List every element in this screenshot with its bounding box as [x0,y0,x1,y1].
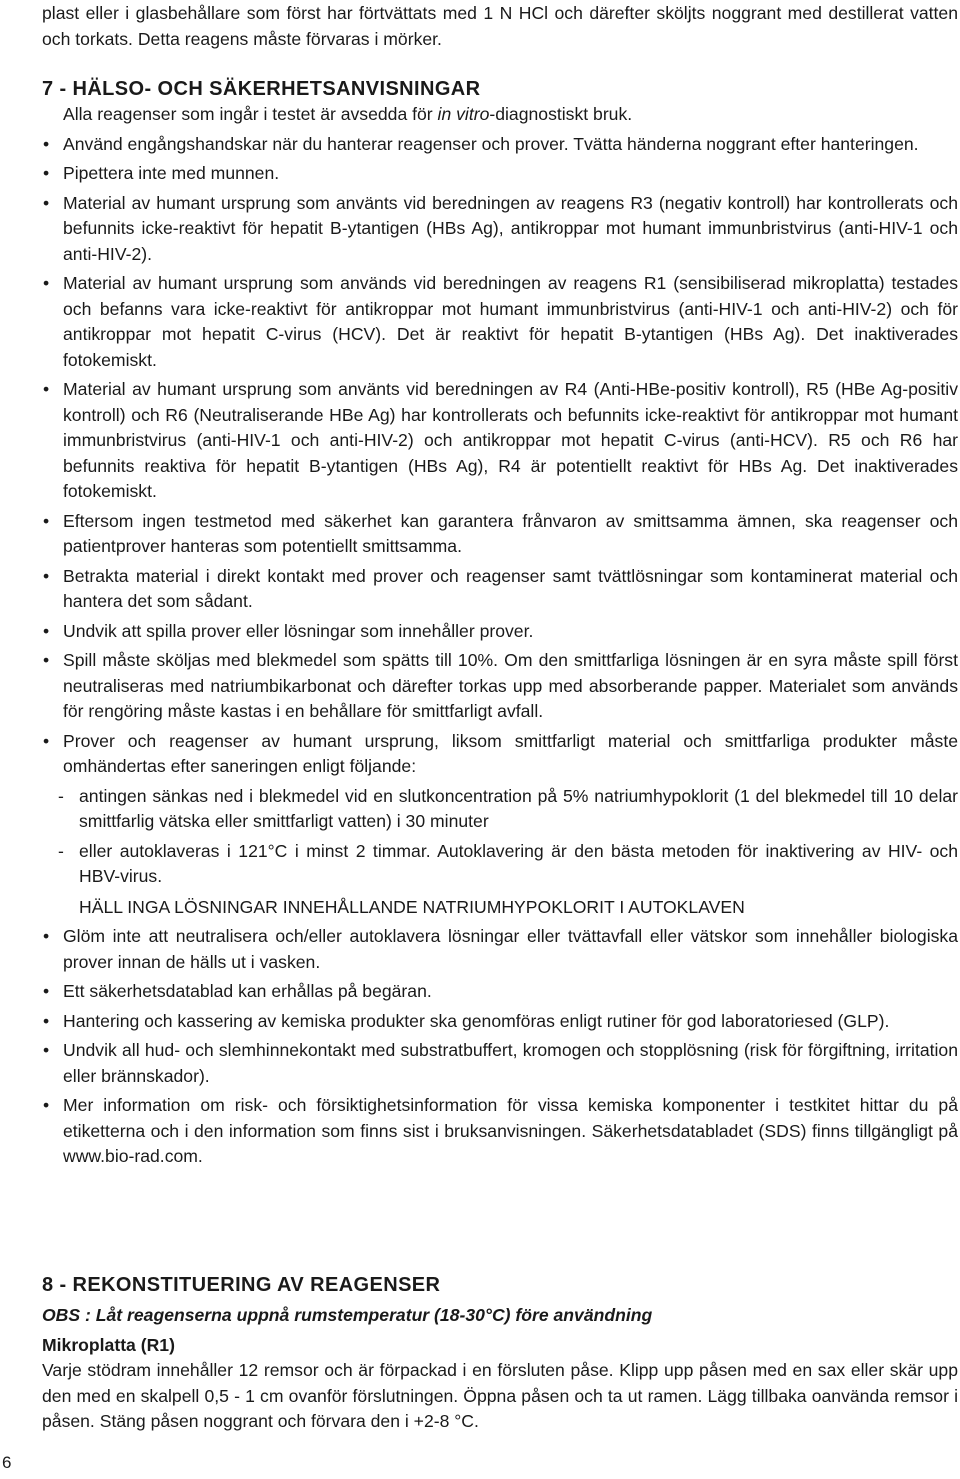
bullet-item-text: Prover och reagenser av humant ursprung, liksom smittfarligt material och smittfarliga produkter måste omhändertas efter saneringen enligt följande: [63,730,958,776]
safety-bullet-list-continued [42,924,958,1170]
bullet-marker: • [43,650,50,670]
bullet-item-text: Ett säkerhetsdatablad kan erhållas på begäran. [63,981,432,1001]
dash-item-text: antingen sänkas ned i blekmedel vid en slutkoncentration på 5% natriumhypoklorit (1 del blekmedel till 10 delar smittfarlig vätska eller smittfarligt vatten) i 30 minuter [79,785,958,831]
bullet-item-text: Eftersom ingen testmetod med säkerhet kan garantera frånvaron av smittsamma ämnen, ska reagenser och patientprover hanteras som potentiellt smittsamma. [63,510,958,556]
bullet-marker: • [43,273,50,293]
bullet-marker: • [43,379,50,399]
bullet-item [42,271,958,373]
dash-item-text: eller autoklaveras i 121°C i minst 2 timmar. Autoklavering är den bästa metoden för inaktivering av HIV- och HBV-virus. [79,840,958,886]
bullet-item [42,1038,958,1089]
bullet-item-text: Betrakta material i direkt kontakt med prover och reagenser samt tvättlösningar som kontaminerat material och hantera det som sådant. [63,565,958,611]
bullet-item-text: Material av humant ursprung som använts vid beredningen av reagens R3 (negativ kontroll) har kontrollerats och befunnits icke-reaktivt för hepatit B-ytantigen (HBs Ag), antikroppar mot humant immunbristvirus (anti-HIV-1 och anti-HIV-2). [63,192,958,264]
microplate-paragraph: Varje stödram innehåller 12 remsor och är förpackad i en försluten påse. Klipp upp påsen med en sax eller skär upp den med en skalpell 0,5 - 1 cm ovanför förslutningen. Öppna påsen och ta ut ramen. Lägg tillbaka oanvända remsor i påsen. Stäng påsen noggrant och förvara den i +2-8 °C. [42,1360,958,1431]
autoclave-warning: HÄLL INGA LÖSNINGAR INNEHÅLLANDE NATRIUMHYPOKLORIT I AUTOKLAVEN [79,896,745,917]
section-8 [42,1272,958,1435]
bullet-item-text: Mer information om risk- och försiktighetsinformation för vissa kemiska komponenter i testkitet hittar du på etiketterna och i den information som finns sist i bruksanvisningen. Säkerhetsdatabladet (SDS) finns tillgängligt på www.bio-rad.com. [63,1095,958,1166]
bullet-item [42,132,958,158]
bullet-item [42,1093,958,1170]
bullet-item-text: Hantering och kassering av kemiska produkter ska genomföras enligt rutiner för god laboratoriesed (GLP). [63,1010,890,1031]
bullet-marker: • [43,510,50,531]
dash-marker: - [58,785,64,806]
bullet-item-text: Undvik all hud- och slemhinnekontakt med substratbuffert, kromogen och stopplösning (risk för förgiftning, irritation eller brännskador). [63,1040,958,1086]
bullet-item [42,648,958,725]
dash-item [42,839,958,890]
bullet-item-text: Använd engångshandskar när du hanterar reagenser och prover. Tvätta händerna noggrant efter hanteringen. [63,133,919,154]
microplate-subheading: Mikroplatta (R1) [42,1335,175,1355]
bullet-item [42,564,958,615]
bullet-marker: • [43,133,50,154]
bullet-item [42,924,958,975]
bullet-marker: • [43,1010,50,1031]
dash-item [42,784,958,835]
bullet-item [42,161,958,187]
section-7-intro: Alla reagenser som ingår i testet är avsedda för in vitro-diagnostiskt bruk. [63,104,633,124]
bullet-item-text: Pipettera inte med munnen. [63,163,280,183]
bullet-item [42,729,958,780]
bullet-marker: • [43,163,50,183]
bullet-item-text: Material av humant ursprung som använts vid beredningen av R4 (Anti-HBe-positiv kontroll), R5 (HBe Ag-positiv kontroll) och R6 (Neutraliserande HBe Ag) har kontrollerats och befunnits icke-reaktivt för antikroppar mot humant immunbristvirus (anti-HIV-1 och anti-HIV-2) och antikroppar mot hepatit C-virus (anti-HCV). R5 och R6 har befunnits reaktiva för hepatit B-ytantigen (HBs Ag), R4 är potentiellt reaktivt för HBs Ag. Det inaktiverades fotokemiskt. [63,379,958,501]
section-7-heading: 7 - HÄLSO- OCH SÄKERHETSANVISNINGAR [42,78,481,100]
obs-note: OBS : Låt reagenserna uppnå rumstemperatur (18-30°C) före användning [42,1305,653,1325]
bullet-marker: • [43,1040,50,1060]
bullet-marker: • [43,192,50,213]
continued-paragraph: plast eller i glasbehållare som först har förtvättats med 1 N HCl och därefter sköljts noggrant med destillerat vatten och torkats. Detta reagens måste förvaras i mörker. [42,3,958,49]
safety-bullet-list [42,132,958,780]
bullet-item [42,619,958,645]
bullet-item [42,377,958,505]
bullet-marker: • [43,565,50,586]
bullet-item [42,509,958,560]
section-7 [42,76,958,1170]
dash-marker: - [58,840,64,861]
bullet-item [42,1009,958,1035]
bullet-item-text: Spill måste sköljas med blekmedel som spätts till 10%. Om den smittfarliga lösningen är en syra måste spill först neutraliseras med natriumbikarbonat och därefter torkas upp med absorberande papper. Materialet som används för rengöring måste kastas i en behållare för smittfarligt avfall. [63,650,958,721]
bullet-marker: • [43,620,50,641]
disposal-dash-list [42,784,958,890]
bullet-item-text: Material av humant ursprung som används vid beredningen av reagens R1 (sensibiliserad mikroplatta) testades och befanns vara icke-reaktivt för antikroppar mot humant immunbristvirus (anti-HIV-1 och anti-HIV-2) och för antikroppar mot hepatit C-virus (HCV). Det är reaktivt för hepatit B-ytantigen (HBs Ag). Det inaktiverades fotokemiskt. [63,273,958,370]
bullet-marker: • [43,926,50,946]
section-8-heading: 8 - REKONSTITUERING AV REAGENSER [42,1274,441,1296]
bullet-item [42,191,958,268]
bullet-item-text: Undvik att spilla prover eller lösningar som innehåller prover. [63,620,534,641]
bullet-marker: • [43,981,50,1001]
bullet-item [42,979,958,1005]
bullet-marker: • [43,730,50,751]
page-number: 6 [2,1453,12,1472]
bullet-item-text: Glöm inte att neutralisera och/eller autoklavera lösningar eller tvättavfall eller vätskor som innehåller biologiska prover innan de hälls ut i vasken. [63,926,958,972]
bullet-marker: • [43,1095,50,1115]
